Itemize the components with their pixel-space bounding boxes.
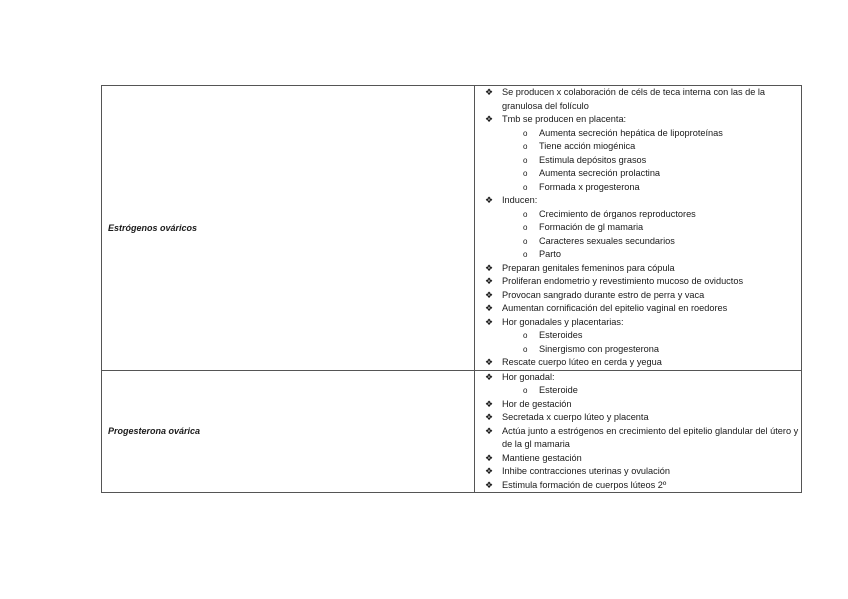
list-item-text: Estimula formación de cuerpos lúteos 2º [502,479,667,490]
list-item [475,262,801,276]
list-item [475,411,801,425]
circle-bullet-icon: o [523,128,528,138]
list-item [475,235,801,249]
list-item [475,343,801,357]
list-item [475,208,801,222]
circle-bullet-icon: o [523,142,528,151]
list-item-text: Tiene acción miogénica [539,141,636,151]
list-item-text: Parto [539,249,561,259]
list-item-text: Tmb se producen en placenta: [502,114,627,124]
list-item [475,371,801,385]
diamond-bullet-icon: ❖ [485,357,494,367]
list-item [475,154,801,168]
list-item [475,425,801,452]
list-item-text: Crecimiento de órganos reproductores [539,208,696,219]
list-item-text: Esteroide [539,385,578,395]
diamond-bullet-icon: ❖ [485,87,494,97]
diamond-bullet-icon: ❖ [485,452,494,463]
circle-bullet-icon: o [523,223,528,232]
diamond-bullet-icon: ❖ [485,195,494,205]
list-item [475,316,801,330]
circle-bullet-icon: o [523,169,528,178]
list-item-text: Sinergismo con progesterona [539,343,660,354]
list-item-text: Inducen: [502,195,538,205]
list-item-text: Preparan genitales femeninos para cópula [502,262,675,273]
table-row [102,370,802,493]
list-item [475,167,801,181]
list-item [475,356,801,370]
row-label: Estrógenos ováricos [102,86,475,371]
list-item [475,465,801,479]
list-item [475,479,801,493]
diamond-bullet-icon: ❖ [485,371,494,382]
list-item-text: Actúa junto a estrógenos en crecimiento del epitelio glandular del útero y de la gl mamaria [502,425,799,449]
diamond-bullet-icon: ❖ [485,412,494,422]
list-item-text: Hor gonadal: [502,371,555,382]
list-item-text: Secretada x cuerpo lúteo y placenta [502,412,649,422]
circle-bullet-icon: o [523,386,528,395]
diamond-bullet-icon: ❖ [485,425,494,436]
list-item [475,181,801,195]
circle-bullet-icon: o [523,331,528,340]
list-item-text: Formada x progesterona [539,181,640,192]
diamond-bullet-icon: ❖ [485,479,494,490]
list-item-text: Caracteres sexuales secundarios [539,235,675,246]
list-item [475,275,801,289]
circle-bullet-icon: o [523,182,528,192]
list-item [475,221,801,235]
diamond-bullet-icon: ❖ [485,276,494,286]
list-item-text: Hor de gestación [502,398,572,409]
diamond-bullet-icon: ❖ [485,262,494,273]
table-row [102,86,802,371]
list-item [475,194,801,208]
row-content [475,370,802,493]
list-item [475,398,801,412]
list-item [475,127,801,141]
list-item-text: Formación de gl mamaria [539,222,644,232]
list-item-text: Provocan sangrado durante estro de perra y vaca [502,289,705,300]
diamond-bullet-icon: ❖ [485,114,494,124]
table-body [102,86,802,493]
diamond-bullet-icon: ❖ [485,289,494,300]
bullet-list [475,371,801,493]
list-item-text: Proliferan endometrio y revestimiento mucoso de oviductos [502,276,744,286]
diamond-bullet-icon: ❖ [485,316,494,327]
list-item-text: Aumenta secreción hepática de lipoproteínas [539,127,723,138]
list-item-text: Estimula depósitos grasos [539,154,647,165]
list-item-text: Aumenta secreción prolactina [539,168,661,178]
list-item-text: Esteroides [539,330,583,340]
bullet-list [475,86,801,370]
hormone-table [101,85,802,493]
row-content [475,86,802,371]
list-item [475,384,801,398]
list-item [475,289,801,303]
list-item-text: Aumentan cornificación del epitelio vaginal en roedores [502,303,728,313]
list-item-text: Se producen x colaboración de céls de teca interna con las de la granulosa del folículo [502,87,766,111]
diamond-bullet-icon: ❖ [485,466,494,476]
circle-bullet-icon: o [523,236,528,246]
list-item [475,86,801,113]
list-item [475,248,801,262]
diamond-bullet-icon: ❖ [485,303,494,313]
list-item-text: Inhibe contracciones uterinas y ovulación [502,466,671,476]
list-item [475,452,801,466]
list-item [475,329,801,343]
list-item [475,140,801,154]
row-label: Progesterona ovárica [102,370,475,493]
list-item-text: Mantiene gestación [502,452,582,463]
circle-bullet-icon: o [523,344,528,354]
diamond-bullet-icon: ❖ [485,398,494,409]
list-item [475,302,801,316]
list-item-text: Hor gonadales y placentarias: [502,316,624,327]
list-item-text: Rescate cuerpo lúteo en cerda y yegua [502,357,662,367]
circle-bullet-icon: o [523,250,528,259]
list-item [475,113,801,127]
circle-bullet-icon: o [523,209,528,219]
circle-bullet-icon: o [523,155,528,165]
